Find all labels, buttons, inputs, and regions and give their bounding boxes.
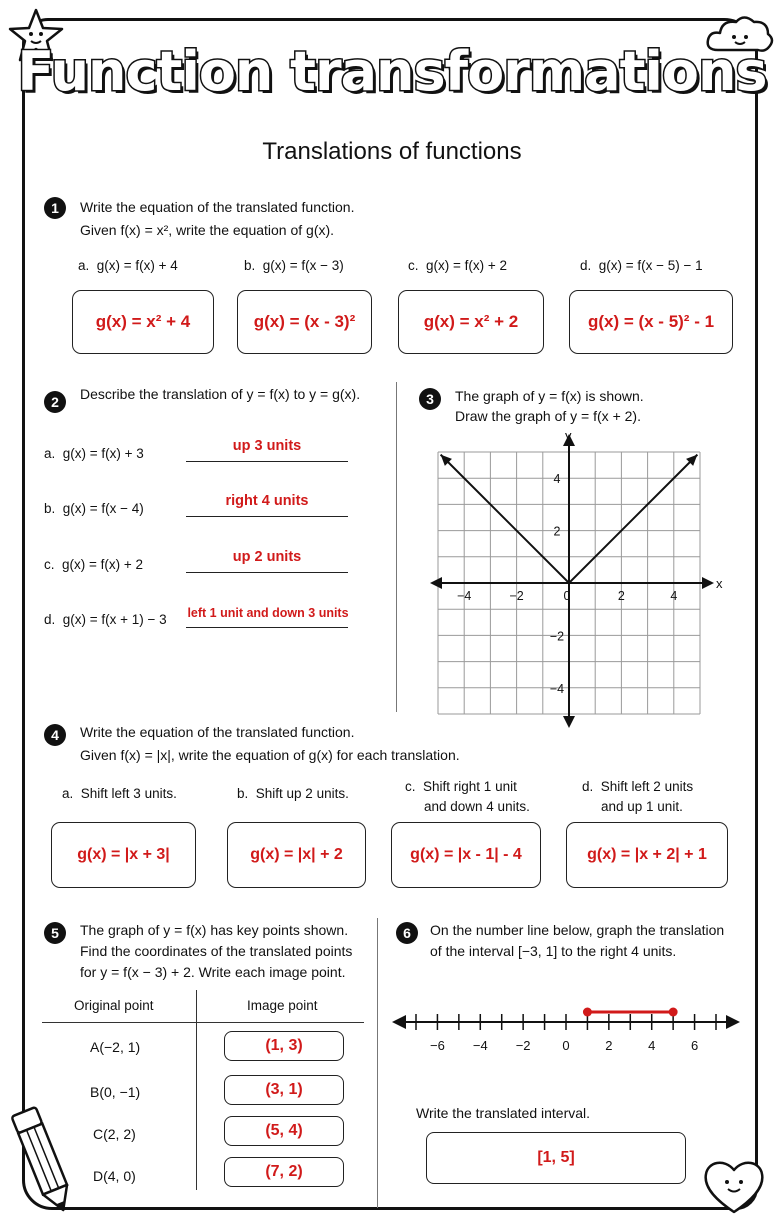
worksheet-subtitle: Translations of functions xyxy=(262,138,522,165)
x-tick-label: 2 xyxy=(617,589,625,603)
y-tick-label: 2 xyxy=(553,524,561,539)
q1-instruction: Write the equation of the translated function. xyxy=(80,199,355,215)
question-number: 6 xyxy=(396,922,418,944)
q1a-answer-box[interactable]: g(x) = x² + 4 xyxy=(72,290,214,354)
answer-line[interactable] xyxy=(186,627,348,628)
q4b-answer-box[interactable]: g(x) = |x| + 2 xyxy=(227,822,366,888)
q1c-prompt: c. g(x) = f(x) + 2 xyxy=(408,258,508,273)
q1b-prompt: b. g(x) = f(x − 3) xyxy=(244,258,344,273)
q6-instruction-2: of the interval [−3, 1] to the right 4 units. xyxy=(430,943,677,959)
q6-prompt: Write the translated interval. xyxy=(416,1105,591,1121)
question-number: 3 xyxy=(419,388,441,410)
question-number: 1 xyxy=(44,197,66,219)
number-line-label: 4 xyxy=(648,1038,656,1053)
heart-doodle xyxy=(700,1152,768,1218)
q4c-prompt-line2: and down 4 units. xyxy=(424,799,530,814)
q2a-answer: up 3 units xyxy=(232,438,302,454)
interval-endpoint xyxy=(583,1008,592,1017)
q5-instruction-2: Find the coordinates of the translated points xyxy=(80,943,353,959)
q2-instruction: Describe the translation of y = f(x) to y = g(x). xyxy=(80,386,361,402)
q4c-answer-box[interactable]: g(x) = |x - 1| - 4 xyxy=(391,822,541,888)
table-column-rule xyxy=(196,990,197,1190)
q4b-prompt: b. Shift up 2 units. xyxy=(237,786,349,801)
q4d-answer-box[interactable]: g(x) = |x + 2| + 1 xyxy=(566,822,728,888)
column-header-original: Original point xyxy=(74,998,154,1013)
answer-line[interactable] xyxy=(186,516,348,517)
q2b-answer: right 4 units xyxy=(225,493,309,509)
answer-line[interactable] xyxy=(186,461,348,462)
x-axis-arrow xyxy=(702,577,714,589)
x-tick-label: −2 xyxy=(509,589,524,603)
q2c-prompt: c. g(x) = f(x) + 2 xyxy=(44,557,144,572)
q2a-prompt: a. g(x) = f(x) + 3 xyxy=(44,446,144,461)
y-tick-label: 4 xyxy=(553,472,561,487)
number-line-arrow xyxy=(726,1015,740,1029)
image-point-box[interactable]: (1, 3) xyxy=(224,1031,344,1061)
q5-instruction-3: for y = f(x − 3) + 2. Write each image point. xyxy=(80,964,346,980)
q1-given: Given f(x) = x², write the equation of g(x). xyxy=(80,222,335,238)
q6-instruction: On the number line below, graph the translation xyxy=(430,922,725,938)
x-tick-label: 4 xyxy=(670,589,678,603)
x-tick-label: −4 xyxy=(457,589,472,603)
q4c-prompt: c. Shift right 1 unit xyxy=(405,779,517,794)
q3-instruction: The graph of y = f(x) is shown. xyxy=(455,388,644,404)
q2d-prompt: d. g(x) = f(x + 1) − 3 xyxy=(44,612,167,627)
q4d-prompt-line2: and up 1 unit. xyxy=(601,799,683,814)
q1d-prompt: d. g(x) = f(x − 5) − 1 xyxy=(580,258,703,273)
q3-task: Draw the graph of y = f(x + 2). xyxy=(455,408,641,424)
x-tick-label: 0 xyxy=(563,589,571,603)
question-number: 2 xyxy=(44,391,66,413)
pencil-doodle xyxy=(8,1100,78,1220)
q1a-prompt: a. g(x) = f(x) + 4 xyxy=(78,258,178,273)
interval-answer-box[interactable]: [1, 5] xyxy=(426,1132,686,1184)
number-line-arrow xyxy=(392,1015,406,1029)
q4a-answer-box[interactable]: g(x) = |x + 3| xyxy=(51,822,196,888)
original-point: C(2, 2) xyxy=(93,1126,136,1142)
number-line[interactable] xyxy=(392,998,742,1060)
y-axis-label: y xyxy=(565,428,572,443)
q2c-answer: up 2 units xyxy=(232,549,302,565)
q5-instruction: The graph of y = f(x) has key points shown. xyxy=(80,922,349,938)
x-axis-arrow xyxy=(430,577,442,589)
number-line-label: −2 xyxy=(515,1038,531,1053)
number-line-label: −6 xyxy=(430,1038,445,1053)
q4d-prompt: d. Shift left 2 units xyxy=(582,779,694,794)
column-divider xyxy=(377,918,378,1208)
q2d-answer: left 1 unit and down 3 units xyxy=(187,606,349,620)
question-number: 5 xyxy=(44,922,66,944)
q2b-prompt: b. g(x) = f(x − 4) xyxy=(44,501,144,516)
y-tick-label: −2 xyxy=(549,629,565,644)
number-line-label: 0 xyxy=(562,1038,570,1053)
q1c-answer-box[interactable]: g(x) = x² + 2 xyxy=(398,290,544,354)
column-header-image: Image point xyxy=(247,998,318,1013)
answer-line[interactable] xyxy=(186,572,348,573)
q4-given: Given f(x) = |x|, write the equation of g(x) for each translation. xyxy=(80,747,460,763)
q1d-answer-box[interactable]: g(x) = (x - 5)² - 1 xyxy=(569,290,733,354)
image-point-box[interactable]: (7, 2) xyxy=(224,1157,344,1187)
number-line-label: 6 xyxy=(690,1038,699,1053)
column-divider xyxy=(396,382,397,712)
original-point: A(−2, 1) xyxy=(90,1039,141,1055)
original-point: D(4, 0) xyxy=(93,1168,136,1184)
q4a-prompt: a. Shift left 3 units. xyxy=(62,786,177,801)
number-line-label: −4 xyxy=(472,1038,488,1053)
original-point: B(0, −1) xyxy=(90,1084,141,1100)
question-number: 4 xyxy=(44,724,66,746)
image-point-box[interactable]: (3, 1) xyxy=(224,1075,344,1105)
y-tick-label: −4 xyxy=(549,681,565,696)
interval-endpoint xyxy=(669,1008,678,1017)
x-axis-label: x xyxy=(716,576,723,591)
coordinate-grid[interactable] xyxy=(430,428,723,720)
image-point-box[interactable]: (5, 4) xyxy=(224,1116,344,1146)
table-header-rule xyxy=(42,1022,364,1023)
q1b-answer-box[interactable]: g(x) = (x - 3)² xyxy=(237,290,372,354)
worksheet-title: Function transformations xyxy=(17,40,767,103)
number-line-label: 2 xyxy=(605,1038,613,1053)
q4-instruction: Write the equation of the translated function. xyxy=(80,724,355,740)
